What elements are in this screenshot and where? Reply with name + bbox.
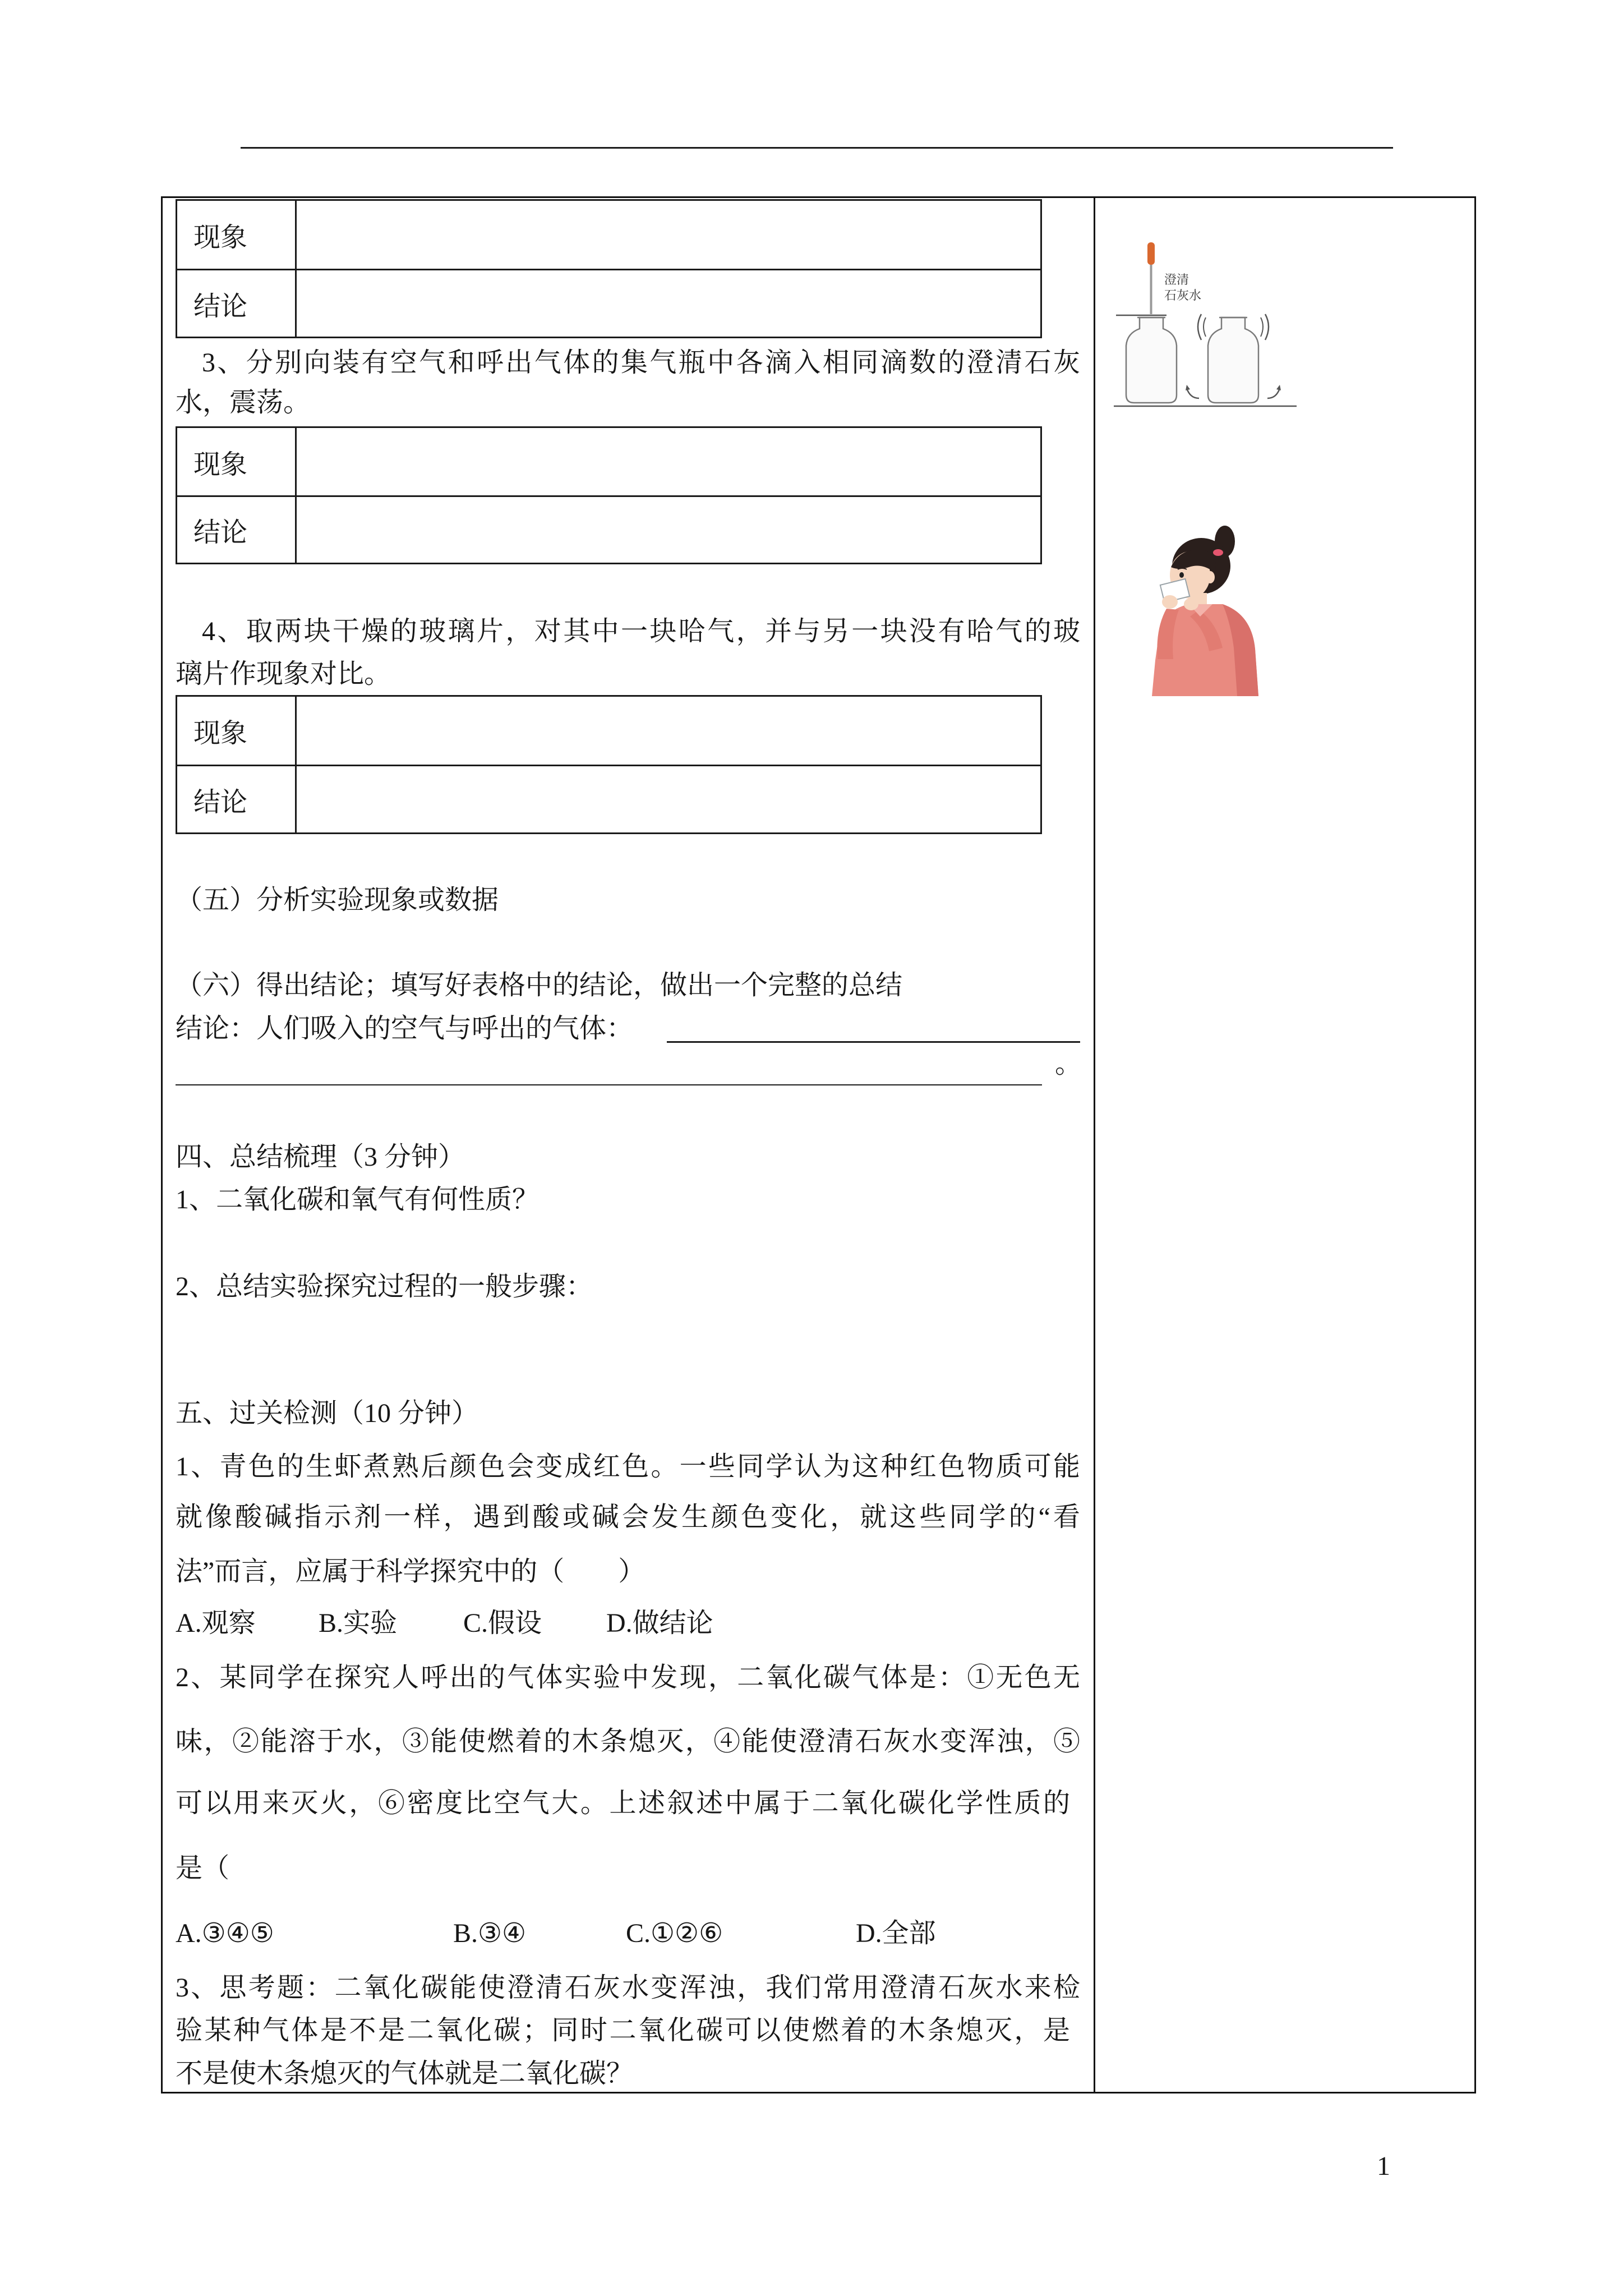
check-q3-line: 不是使木条熄灭的气体就是二氧化碳？: [176, 2059, 634, 2088]
shake-mark-left: [1198, 314, 1201, 340]
check-q2-line: 味，②能溶于水，③能使燃着的木条熄灭，④能使澄清石灰水变浑浊，⑤: [176, 1727, 1080, 1756]
phenomenon-label: 现象: [177, 697, 297, 765]
step4-text-line1: 4、取两块干燥的玻璃片，对其中一块哈气，并与另一块没有哈气的玻: [202, 616, 1080, 646]
step3-text-line2: 水，震荡。: [176, 388, 311, 417]
conclusion-label: 结论: [177, 495, 297, 563]
conclusion-blank-line-1: [667, 1041, 1080, 1043]
check-q3-line: 3、思考题：二氧化碳能使澄清石灰水变浑浊，我们常用澄清石灰水来检: [176, 1973, 1080, 2003]
result-table-1: [176, 199, 1042, 338]
header-rule: [241, 147, 1393, 149]
check-q2-line: 可以用来灭火，⑥密度比空气大。上述叙述中属于二氧化碳化学性质的: [176, 1788, 1070, 1818]
check-q2-option-d: D.全部: [856, 1918, 936, 1948]
shake-arrow-left-head: [1186, 385, 1190, 390]
summary-question-1: 1、二氧化碳和氧气有何性质？: [176, 1185, 540, 1214]
check-q1-option-d: D.做结论: [606, 1608, 713, 1638]
conclusion-answer-cell: [297, 495, 1040, 563]
shake-arrow-left: [1187, 388, 1199, 398]
left-gas-bottle: [1126, 318, 1177, 403]
eye: [1179, 572, 1184, 578]
result-table-2: [176, 426, 1042, 564]
left-hand: [1162, 595, 1178, 609]
ear: [1206, 571, 1215, 583]
check-heading: 五、过关检测（10 分钟）: [176, 1398, 479, 1428]
shake-mark-right: [1265, 314, 1269, 340]
step3-text-line1: 3、分别向装有空气和呼出气体的集气瓶中各滴入相同滴数的澄清石灰: [202, 348, 1080, 378]
check-q1-option-b: B.实验: [319, 1608, 398, 1638]
dropper-label-line2: 石灰水: [1164, 289, 1202, 303]
conclusion-end-mark: 。: [1055, 1049, 1082, 1079]
check-q1-option-a: A.观察: [176, 1608, 256, 1638]
shake-arrow-right: [1267, 388, 1280, 398]
section-analyze-heading: （五）分析实验现象或数据: [176, 885, 499, 915]
phenomenon-label: 现象: [177, 428, 297, 495]
ribbon: [1213, 549, 1223, 556]
phenomenon-answer-cell: [297, 697, 1040, 765]
conclusion-answer-cell: [297, 269, 1040, 337]
check-q1-line: 就像酸碱指示剂一样，遇到酸或碱会发生颜色变化，就这些同学的“看: [176, 1502, 1080, 1532]
dropper-label-line1: 澄清: [1164, 273, 1189, 287]
phenomenon-answer-cell: [297, 428, 1040, 495]
check-q2-option-a: A.③④⑤: [176, 1918, 274, 1948]
check-q1-line: 1、青色的生虾煮熟后颜色会变成红色。一些同学认为这种红色物质可能: [176, 1452, 1080, 1481]
right-gas-bottle: [1208, 318, 1258, 403]
shake-mark-left-inner: [1204, 318, 1206, 337]
result-table-3: [176, 695, 1042, 834]
page-number: 1: [1377, 2151, 1390, 2181]
section-conclude-heading: （六）得出结论；填写好表格中的结论，做出一个完整的总结: [176, 970, 903, 1000]
check-q2-line: 是（: [176, 1853, 230, 1883]
right-hand: [1184, 598, 1198, 610]
summary-heading: 四、总结梳理（3 分钟）: [176, 1142, 465, 1172]
check-q3-line: 验某种气体是不是二氧化碳；同时二氧化碳可以使燃着的木条熄灭，是: [176, 2016, 1070, 2045]
check-q2-option-c: C.①②⑥: [626, 1918, 723, 1948]
conclusion-prompt: 结论：人们吸入的空气与呼出的气体：: [176, 1014, 634, 1043]
check-q1-option-c: C.假设: [463, 1608, 542, 1638]
phenomenon-label: 现象: [177, 201, 297, 269]
step4-text-line2: 璃片作现象对比。: [176, 659, 391, 689]
summary-question-2: 2、总结实验探究过程的一般步骤：: [176, 1272, 593, 1301]
girl-breathing-on-glass-figure: [1138, 519, 1267, 698]
conclusion-label: 结论: [177, 269, 297, 337]
conclusion-blank-line-2: [176, 1084, 1042, 1085]
check-q1-line: 法”而言，应属于科学探究中的（ ）: [176, 1557, 645, 1586]
shake-mark-right-inner: [1261, 318, 1263, 337]
check-q2-line: 2、某同学在探究人呼出的气体实验中发现，二氧化碳气体是：①无色无: [176, 1663, 1080, 1692]
phenomenon-answer-cell: [297, 201, 1040, 269]
conclusion-answer-cell: [297, 765, 1040, 832]
check-q2-option-b: B.③④: [453, 1918, 527, 1948]
dropper-bulb: [1147, 242, 1155, 265]
shake-arrow-right-head: [1276, 385, 1281, 390]
conclusion-label: 结论: [177, 765, 297, 832]
limewater-dropper-figure: [1105, 236, 1307, 421]
column-divider: [1094, 196, 1095, 2093]
